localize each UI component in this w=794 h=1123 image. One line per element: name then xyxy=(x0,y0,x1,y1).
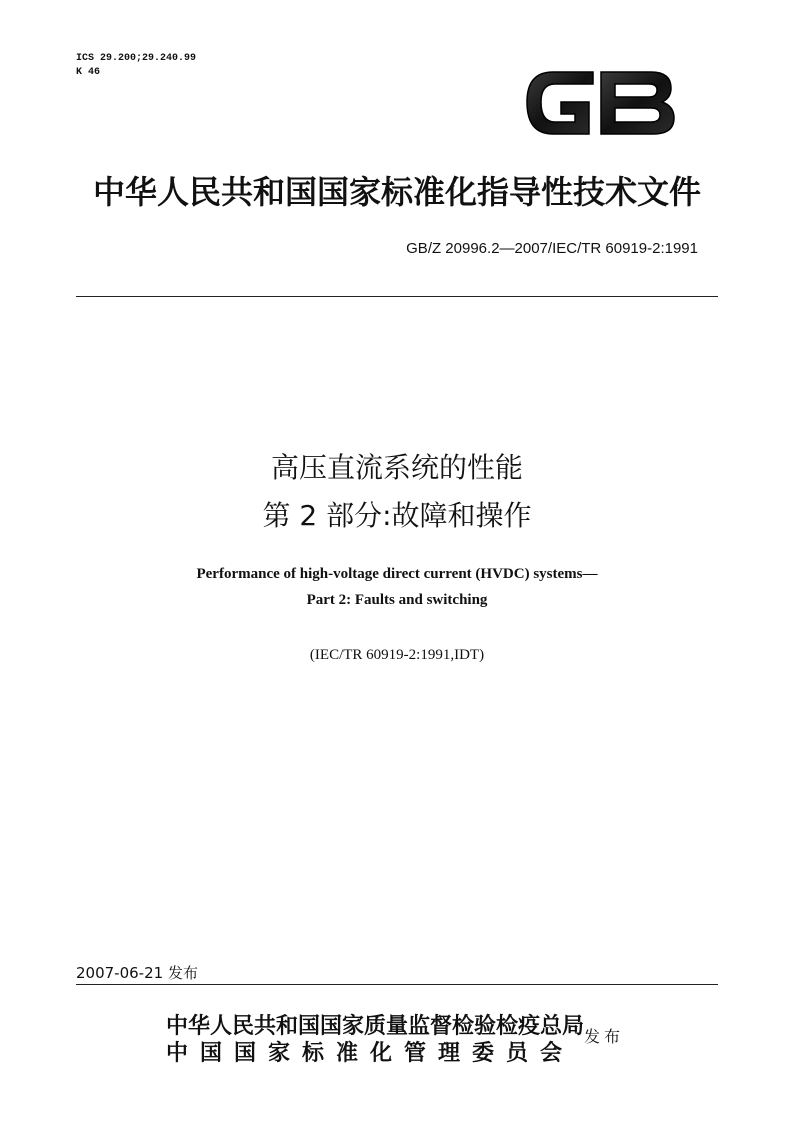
logo-text: GB xyxy=(519,47,543,66)
equivalence-note: (IEC/TR 60919-2:1991,IDT) xyxy=(309,647,485,663)
header-divider xyxy=(76,296,718,297)
title-cn-line2: 第 2 部分:故障和操作 xyxy=(262,499,532,532)
release-date: 2007-06-21 发布 xyxy=(76,964,198,982)
title-en-line2: Part 2: Faults and switching xyxy=(306,592,488,608)
footer-divider xyxy=(76,984,718,985)
issuer-sac: 中国国家标准化管理委员会 xyxy=(166,1040,575,1066)
ics-code: ICS 29.200;29.240.99 xyxy=(76,53,197,64)
publish-label: 发布 xyxy=(584,1027,625,1046)
title-cn-line1: 高压直流系统的性能 xyxy=(270,451,523,484)
gb-logo xyxy=(519,47,679,144)
title-en-line1: Performance of high-voltage direct current (HVDC) systems— xyxy=(196,566,598,582)
classification-code: K 46 xyxy=(76,67,101,78)
ics-code-block xyxy=(76,52,196,80)
standard-number: GB/Z 20996.2—2007/IEC/TR 60919-2:1991 xyxy=(406,240,698,257)
document-category-title: 中华人民共和国国家标准化指导性技术文件 xyxy=(92,173,701,211)
issuer-aqsiq: 中华人民共和国国家质量监督检验检疫总局 xyxy=(166,1013,585,1039)
